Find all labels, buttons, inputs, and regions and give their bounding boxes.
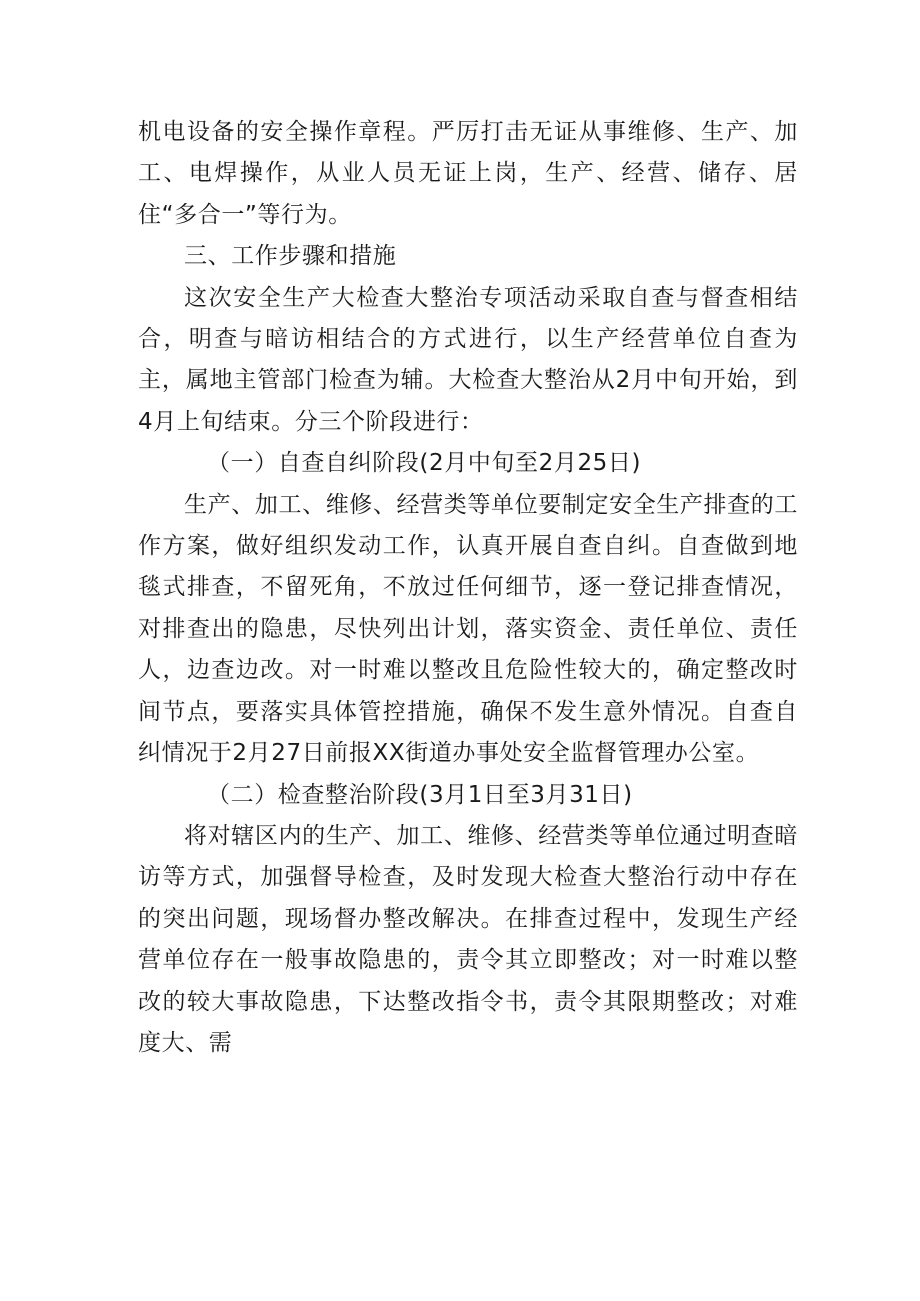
subheading-self-check: （一）自查自纠阶段(2月中旬至2月25日) bbox=[207, 450, 642, 477]
document-body bbox=[138, 112, 798, 1064]
section-heading: 三、工作步骤和措施 bbox=[184, 243, 397, 270]
subheading-inspection: （二）检查整治阶段(3月1日至3月31日) bbox=[207, 781, 633, 808]
body-paragraph-continuation: 机电设备的安全操作章程。严厉打击无证从事维修、生产、加工、电焊操作，从业人员无证上岗，生产、经营、储存、居住“多合一”等行为。 bbox=[138, 119, 798, 228]
body-paragraph-self-check: 生产、加工、维修、经营类等单位要制定安全生产排查的工作方案，做好组织发动工作，认真开展自查自纠。自查做到地毯式排查，不留死角，不放过任何细节，逐一登记排查情况，对排查出的隐患，尽快列出计划，落实资金、责任单位、责任人，边查边改。对一时难以整改且危险性较大的，确定整改时间节点，要落实具体管控措施，确保不发生意外情况。自查自纠情况于2月27日前报XX街道办事处安全监督管理办公室。 bbox=[138, 491, 798, 767]
body-paragraph-inspection: 将对辖区内的生产、加工、维修、经营类等单位通过明查暗访等方式，加强督导检查，及时发现大检查大整治行动中存在的突出问题，现场督办整改解决。在排查过程中，发现生产经营单位存在一般事故隐患的，责令其立即整改；对一时难以整改的较大事故隐患，下达整改指令书，责令其限期整改；对难度大、需 bbox=[138, 822, 798, 1056]
body-paragraph-steps: 这次安全生产大检查大整治专项活动采取自查与督查相结合，明查与暗访相结合的方式进行，以生产经营单位自查为主，属地主管部门检查为辅。大检查大整治从2月中旬开始，到4月上旬结束。分三个阶段进行： bbox=[138, 284, 798, 435]
